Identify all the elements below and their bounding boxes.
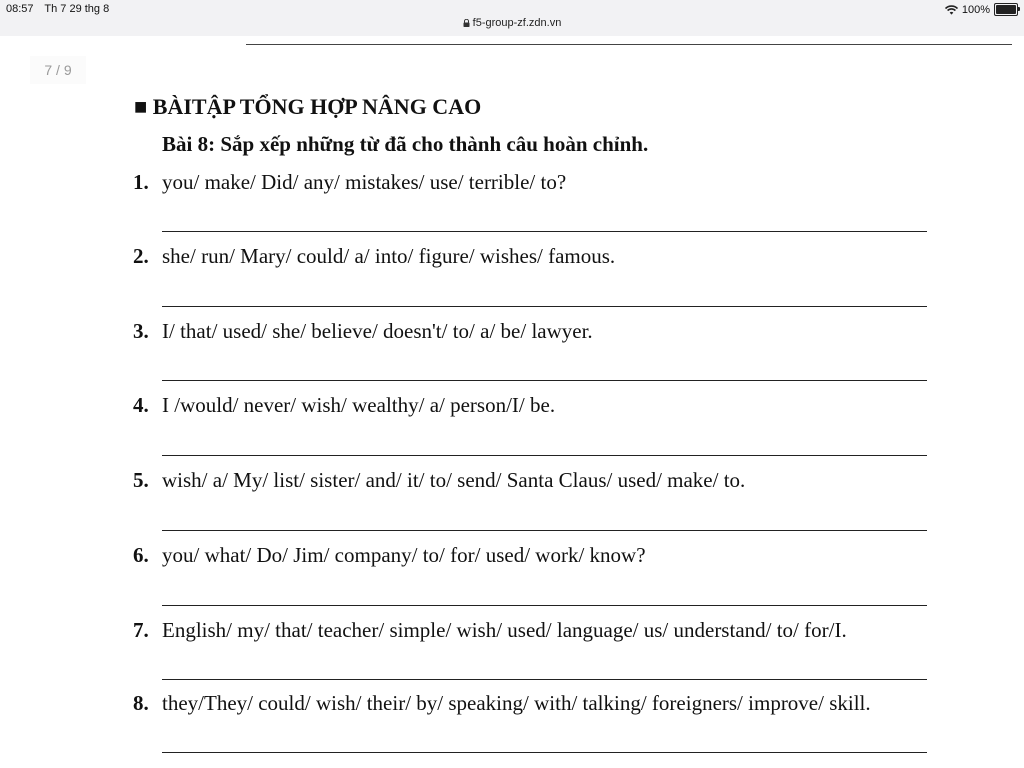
answer-line[interactable] <box>162 605 927 606</box>
exercise-text: English/ my/ that/ teacher/ simple/ wish/ used/ language/ us/ understand/ to/ for/I. <box>162 618 847 642</box>
battery-icon <box>994 3 1018 16</box>
lock-icon <box>463 19 470 27</box>
url-text: f5-group-zf.zdn.vn <box>472 17 562 29</box>
battery-percent: 100% <box>961 3 990 16</box>
exercise-number: 4. <box>133 393 149 417</box>
status-bar <box>0 0 1024 36</box>
exercise-number: 3. <box>133 319 149 343</box>
status-time: 08:57 <box>6 3 34 15</box>
exercise-number: 7. <box>133 618 149 642</box>
answer-line[interactable] <box>162 752 927 753</box>
status-left <box>6 3 117 15</box>
exercise-instruction: Bài 8: Sắp xếp những từ đã cho thành câu hoàn chỉnh. <box>162 132 649 156</box>
battery-fill <box>996 5 1016 14</box>
page-indicator: 7 / 9 <box>30 56 86 84</box>
exercise-number: 1. <box>133 170 149 194</box>
exercise-text: I /would/ never/ wish/ wealthy/ a/ person/I/ be. <box>162 393 556 417</box>
exercise-number: 5. <box>133 468 149 492</box>
exercise-text: I/ that/ used/ she/ believe/ doesn't/ to/ a/ be/ lawyer. <box>162 319 593 343</box>
answer-line[interactable] <box>162 380 927 381</box>
exercise-text: she/ run/ Mary/ could/ a/ into/ figure/ wishes/ famous. <box>162 244 616 268</box>
status-date: Th 7 29 thg 8 <box>44 3 110 15</box>
answer-line[interactable] <box>162 231 927 232</box>
exercise-text: you/ make/ Did/ any/ mistakes/ use/ terrible/ to? <box>162 170 567 194</box>
status-right <box>945 3 1018 16</box>
exercise-number: 2. <box>133 244 149 268</box>
exercise-number: 8. <box>133 691 149 715</box>
exercise-text: wish/ a/ My/ list/ sister/ and/ it/ to/ send/ Santa Claus/ used/ make/ to. <box>162 468 746 492</box>
exercise-number: 6. <box>133 543 149 567</box>
answer-line[interactable] <box>162 306 927 307</box>
exercise-text: they/They/ could/ wish/ their/ by/ speaking/ with/ talking/ foreigners/ improve/ skill. <box>162 691 871 715</box>
exercise-text: you/ what/ Do/ Jim/ company/ to/ for/ used/ work/ know? <box>162 543 646 567</box>
answer-line[interactable] <box>162 679 927 680</box>
answer-line[interactable] <box>162 530 927 531</box>
wifi-icon <box>945 5 958 15</box>
answer-line[interactable] <box>162 455 927 456</box>
section-heading: ■ BÀITẬP TỔNG HỢP NÂNG CAO <box>134 94 482 119</box>
url-bar[interactable] <box>0 17 1024 29</box>
top-divider <box>246 44 1012 45</box>
